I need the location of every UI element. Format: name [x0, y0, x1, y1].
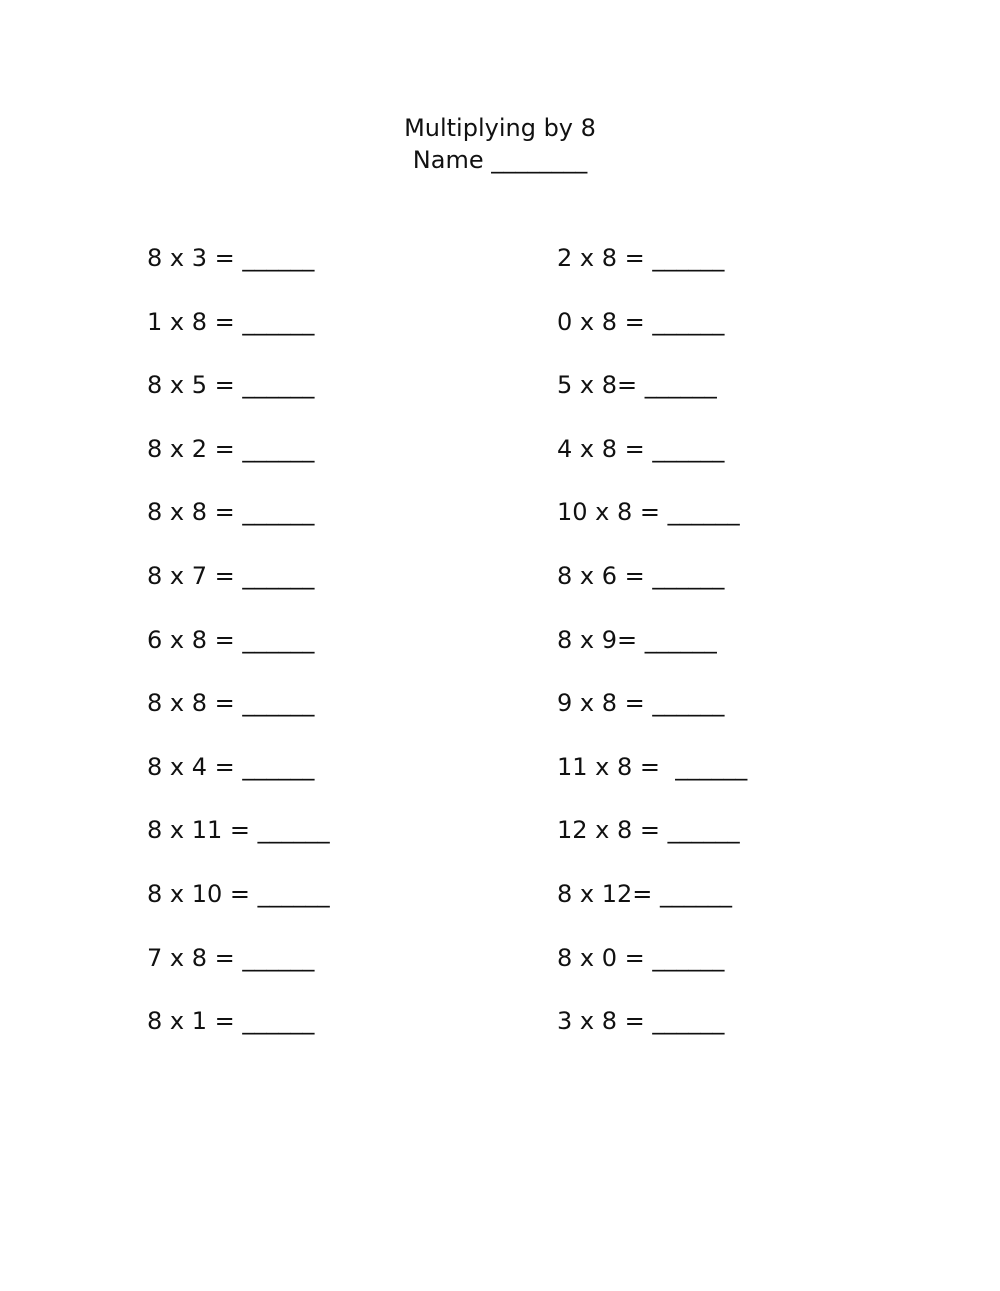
problem-left: 8 x 2 = ______: [147, 435, 315, 463]
problem-right: 3 x 8 = ______: [557, 1007, 725, 1035]
problem-left: 8 x 5 = ______: [147, 371, 315, 399]
problem-left: 8 x 8 = ______: [147, 689, 315, 717]
problem-right: 8 x 6 = ______: [557, 562, 725, 590]
problem-right: 5 x 8= ______: [557, 371, 717, 399]
problem-right: 2 x 8 = ______: [557, 244, 725, 272]
problem-right: 11 x 8 = ______: [557, 753, 748, 781]
problem-right: 8 x 9= ______: [557, 626, 717, 654]
name-field-line: Name ________: [412, 146, 588, 174]
problem-right: 10 x 8 = ______: [557, 498, 740, 526]
problem-left: 8 x 10 = ______: [147, 880, 330, 908]
problem-left: 8 x 3 = ______: [147, 244, 315, 272]
problem-right: 12 x 8 = ______: [557, 816, 740, 844]
problem-right: 9 x 8 = ______: [557, 689, 725, 717]
problem-left: 8 x 4 = ______: [147, 753, 315, 781]
problem-right: 8 x 0 = ______: [557, 944, 725, 972]
problem-left: 8 x 11 = ______: [147, 816, 330, 844]
problem-left: 7 x 8 = ______: [147, 944, 315, 972]
problem-left: 8 x 1 = ______: [147, 1007, 315, 1035]
problem-right: 8 x 12= ______: [557, 880, 733, 908]
worksheet-title: Multiplying by 8: [404, 114, 596, 142]
problem-left: 1 x 8 = ______: [147, 308, 315, 336]
problem-left: 8 x 7 = ______: [147, 562, 315, 590]
problem-right: 0 x 8 = ______: [557, 308, 725, 336]
problem-left: 6 x 8 = ______: [147, 626, 315, 654]
problem-right: 4 x 8 = ______: [557, 435, 725, 463]
problem-left: 8 x 8 = ______: [147, 498, 315, 526]
